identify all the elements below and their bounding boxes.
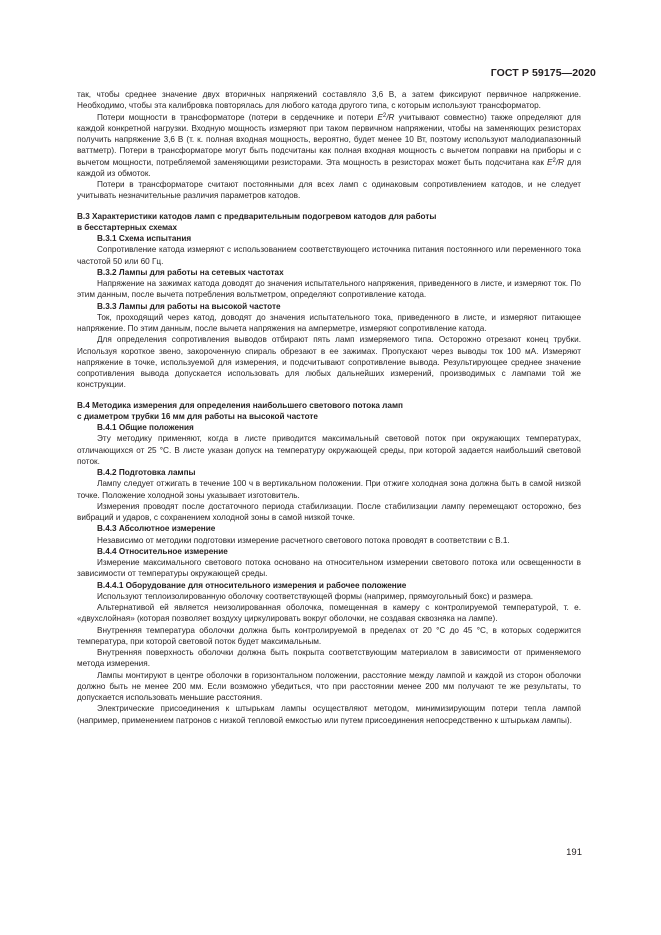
subsection-heading: B.4.4 Относительное измерение (97, 546, 228, 556)
paragraph: Напряжение на зажимах катода доводят до значения испытательного напряжения, приведенного в листе, и измеряют ток. По этим данным, после вычета потребления вольтметром, определяют сопротивление катода. (77, 279, 581, 300)
subsection-heading: B.3.2 Лампы для работы на сетевых частотах (97, 267, 284, 277)
subsection-heading: B.3.1 Схема испытания (97, 234, 192, 243)
paragraph: Внутренняя поверхность оболочки должна быть покрыта соответствующим материалом в зависимости от применяемого метода измерения. (77, 648, 581, 669)
paragraph: Электрические присоединения к штырькам лампы осуществляют методом, минимизирующим потери тепла лампой (например, применением патронов с низкой тепловой емкостью или путем присоединения непосредственно к штырькам лампы). (77, 704, 581, 725)
paragraph: так, чтобы среднее значение двух вторичных напряжений составляло 3,6 В, а затем фиксируют первичное напряжение. Необходимо, чтобы эта калибровка повторялась для любого катода другого типа, с которым используют трансформатор. (77, 90, 581, 111)
section-heading-b4: B.4 Методика измерения для определения наибольшего светового потока ламп с диаметром трубки 16 мм для работы на высокой частоте (77, 400, 403, 421)
paragraph: Лампы монтируют в центре оболочки в горизонтальном положении, расстояние между лампой и каждой из сторон оболочки должно быть не менее 200 мм. Если возможно убедиться, что при расстоянии менее 200 мм получают те же результаты, то допускается использовать меньшие расстояния. (77, 670, 581, 702)
subsection-heading: B.3.3 Лампы для работы на высокой частоте (97, 301, 281, 311)
paragraph: Эту методику применяют, когда в листе приводится максимальный световой поток при окружающих температурах, отличающихся от 25 °С. В листе указан допуск на температуру окружающей среды, при которой задается наибольший световой поток. (77, 434, 581, 466)
paragraph: Измерения проводят после достаточного периода стабилизации. После стабилизации лампу перемещают осторожно, без вибраций и ударов, с сохранением холодной зоны в самой низкой точке. (77, 501, 581, 522)
paragraph: Используют теплоизолированную оболочку соответствующей формы (например, прямоугольный бокс) и размера. (97, 591, 534, 601)
paragraph: Ток, проходящий через катод, доводят до значения испытательного тока, приведенного в листе, и измеряют питающее напряжение. По этим данным, после вычета напряжения на амперметре, измеряют сопротивление катода. (77, 312, 581, 333)
section-heading-b3: B.3 Характеристики катодов ламп с предварительным подогревом катодов для работы в бесстартерных схемах (77, 211, 437, 232)
paragraph: Лампу следует отжигать в течение 100 ч в вертикальном положении. При отжиге холодная зона должна быть в самой низкой точке. Положение холодной зоны указывает изготовитель. (77, 479, 581, 500)
subsection-heading: B.4.4.1 Оборудование для относительного измерения и рабочее положение (97, 580, 407, 590)
paragraph: Альтернативой ей является неизолированная оболочка, помещенная в камеру с контролируемой температурой, т. е. «двухслойная» (которая позволяет воздуху циркулировать вокруг оболочки, не создавая сквозняка на лампе). (77, 603, 581, 624)
paragraph: Сопротивление катода измеряют с использованием соответствующего источника питания постоянного или переменного тока частотой 50 или 60 Гц. (77, 245, 581, 266)
paragraph: Потери в трансформаторе считают постоянными для всех ламп с одинаковым сопротивлением катодов, и не следует учитывать незначительные различия параметров катодов. (77, 180, 581, 201)
subsection-heading: B.4.2 Подготовка лампы (97, 468, 196, 477)
paragraph: Потери мощности в трансформаторе (потери в сердечнике и потери $E^2/R$ учитывают совместно) также определяют для каждой конкретной нагрузки. Входную мощность измеряют при таком первичном напряжении, чтобы на заменяющих резисторах получить напряжение 3,6 В (т. к. полная входная мощность, вероятно, будет менее 10 Вт, поэтому используют малодиапазонный ваттметр). Потери в трансформаторе могут быть подсчитаны как полная входная мощность с вычетом поправки на приборы и с вычетом мощности, потребляемой заменяющими резисторами. Эта мощность в резисторах может быть подсчитана как $E^2/R$ для каждой из обмоток. (77, 112, 581, 178)
subsection-heading: B.4.3 Абсолютное измерение (97, 524, 216, 534)
paragraph: Для определения сопротивления выводов отбирают пять ламп измеряемого типа. Осторожно отрезают конец трубки. Используя короткое звено, закороченную спираль обрезают в ее зажимах. Пропускают через выводы ток 100 мА. Измеряют напряжение в точке, используемой для измерения, и подсчитывают сопротивление вывода. Результирующее среднее значение сопротивления вывода допускается использовать для любых дальнейших измерений, производимых с лампами той же конструкции. (77, 335, 581, 390)
page-number: 191 (566, 847, 582, 858)
document-header: ГОСТ Р 59175—2020 (490, 67, 596, 79)
page-body (77, 89, 581, 726)
paragraph: Независимо от методики подготовки измерение расчетного светового потока проводят в соответствии с B.1. (97, 535, 510, 545)
paragraph: Измерение максимального светового потока основано на относительном измерении светового потока или освещенности в зависимости от температуры окружающей среды. (77, 558, 581, 579)
paragraph: Внутренняя температура оболочки должна быть контролируемой в пределах от 20 °С до 45 °С, в которых содержится температура, при которой световой поток будет максимальным. (77, 625, 581, 646)
subsection-heading: B.4.1 Общие положения (97, 423, 194, 432)
